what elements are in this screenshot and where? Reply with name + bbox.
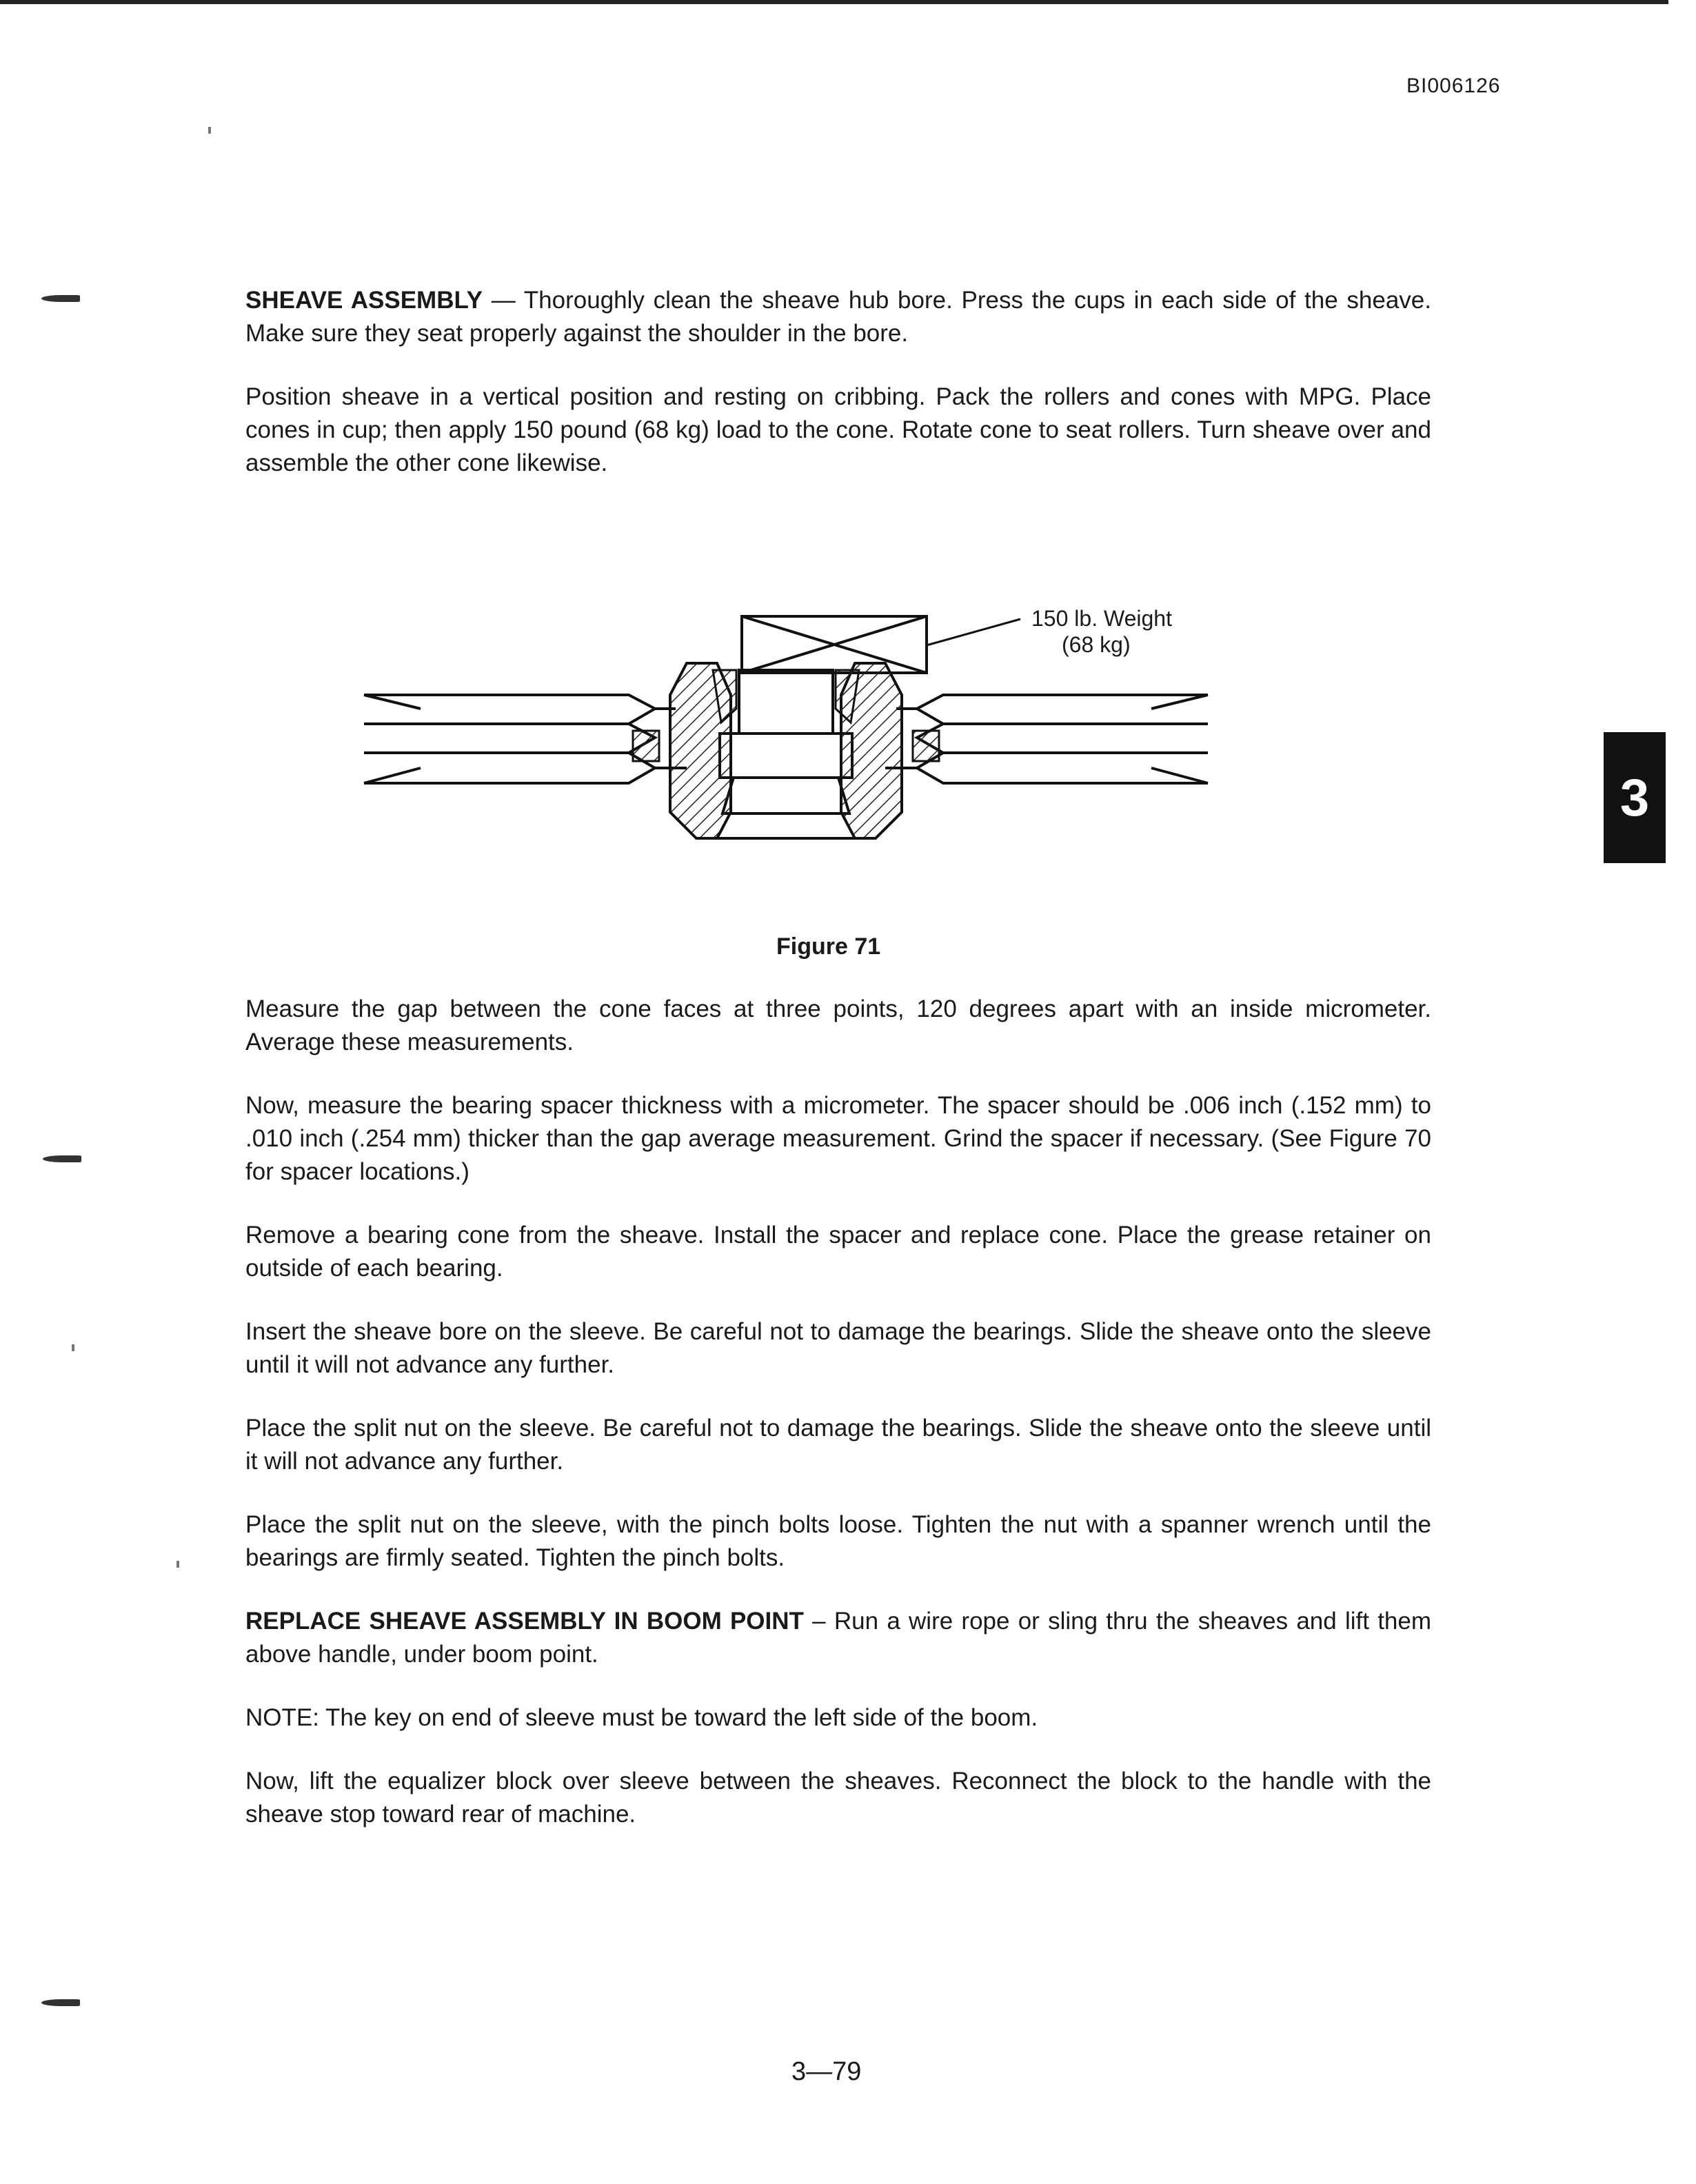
- heading-dash: —: [483, 287, 524, 314]
- left-groove: [364, 695, 655, 724]
- paragraph-text: Thoroughly clean the sheave hub bore. Press the cups in each side of the sheave. Make sure they seat properly against the shoulder in the bore.: [245, 287, 1431, 347]
- paragraph: Insert the sheave bore on the sleeve. Be careful not to damage the bearings. Slide the sheave onto the sleeve until it will not advance any further.: [245, 1318, 1431, 1378]
- margin-mark: [41, 1999, 80, 2006]
- section-tab: 3: [1604, 732, 1666, 863]
- bearing-cone-top: [739, 670, 833, 734]
- paragraph-text: Run a wire rope or sling thru the sheaves and lift them above handle, under boom point.: [245, 1608, 1432, 1668]
- section-heading: REPLACE SHEAVE ASSEMBLY IN BOOM POINT: [245, 1608, 804, 1635]
- web-right: [913, 731, 939, 761]
- top-rule: [0, 0, 1668, 4]
- intro-section: [245, 284, 1431, 480]
- page-number: 3—79: [791, 2057, 862, 2086]
- weight-label-line: 150 lb. Weight: [1031, 606, 1172, 631]
- bearing-cone-bottom: [723, 778, 849, 813]
- body-section: [245, 993, 1431, 1861]
- margin-mark: [43, 1155, 81, 1162]
- paragraph: Position sheave in a vertical position and resting on cribbing. Pack the rollers and cones with MPG. Place cones in cup; then apply 150 pound (68 kg) load to the cone. Rotate cone to seat rollers. Turn sheave over and assemble the other cone likewise.: [245, 383, 1431, 476]
- paragraph: Now, lift the equalizer block over sleeve between the sheaves. Reconnect the block to the handle with the sheave stop toward rear of machine.: [245, 1768, 1431, 1828]
- paragraph: Place the split nut on the sleeve, with the pinch bolts loose. Tighten the nut with a spanner wrench until the bearings are firmly seated. Tighten the pinch bolts.: [245, 1511, 1431, 1571]
- section-heading: SHEAVE ASSEMBLY: [245, 287, 483, 314]
- margin-tick: [72, 1344, 74, 1351]
- weight-label: [1031, 605, 1172, 658]
- note: NOTE: The key on end of sleeve must be toward the left side of the boom.: [245, 1704, 1038, 1731]
- paragraph: Place the split nut on the sleeve. Be careful not to damage the bearings. Slide the sheave onto the sleeve until it will not advance any further.: [245, 1415, 1431, 1475]
- right-groove: [917, 695, 1208, 724]
- paragraph: [245, 284, 1431, 350]
- paragraph: [245, 1605, 1431, 1671]
- leader-line: [927, 619, 1020, 645]
- margin-tick: [208, 127, 211, 134]
- paragraph: Now, measure the bearing spacer thickness with a micrometer. The spacer should be .006 inch (.152 mm) to .010 inch (.254 mm) thicker than the gap average measurement. Grind the spacer if necessary. (See Figure 70 for spacer locations.): [245, 1092, 1431, 1185]
- figure-caption: Figure 71: [776, 933, 881, 960]
- margin-mark: [41, 295, 80, 302]
- sheave-bore: [720, 734, 852, 778]
- paragraph: Remove a bearing cone from the sheave. Install the spacer and replace cone. Place the grease retainer on outside of each bearing.: [245, 1222, 1431, 1282]
- weight-label-line: (68 kg): [1062, 632, 1131, 657]
- document-code: BI006126: [1406, 74, 1501, 97]
- web-left: [633, 731, 659, 761]
- margin-tick: [176, 1561, 179, 1568]
- paragraph: Measure the gap between the cone faces at three points, 120 degrees apart with an inside micrometer. Average these measurements.: [245, 995, 1431, 1055]
- heading-dash: –: [803, 1608, 834, 1635]
